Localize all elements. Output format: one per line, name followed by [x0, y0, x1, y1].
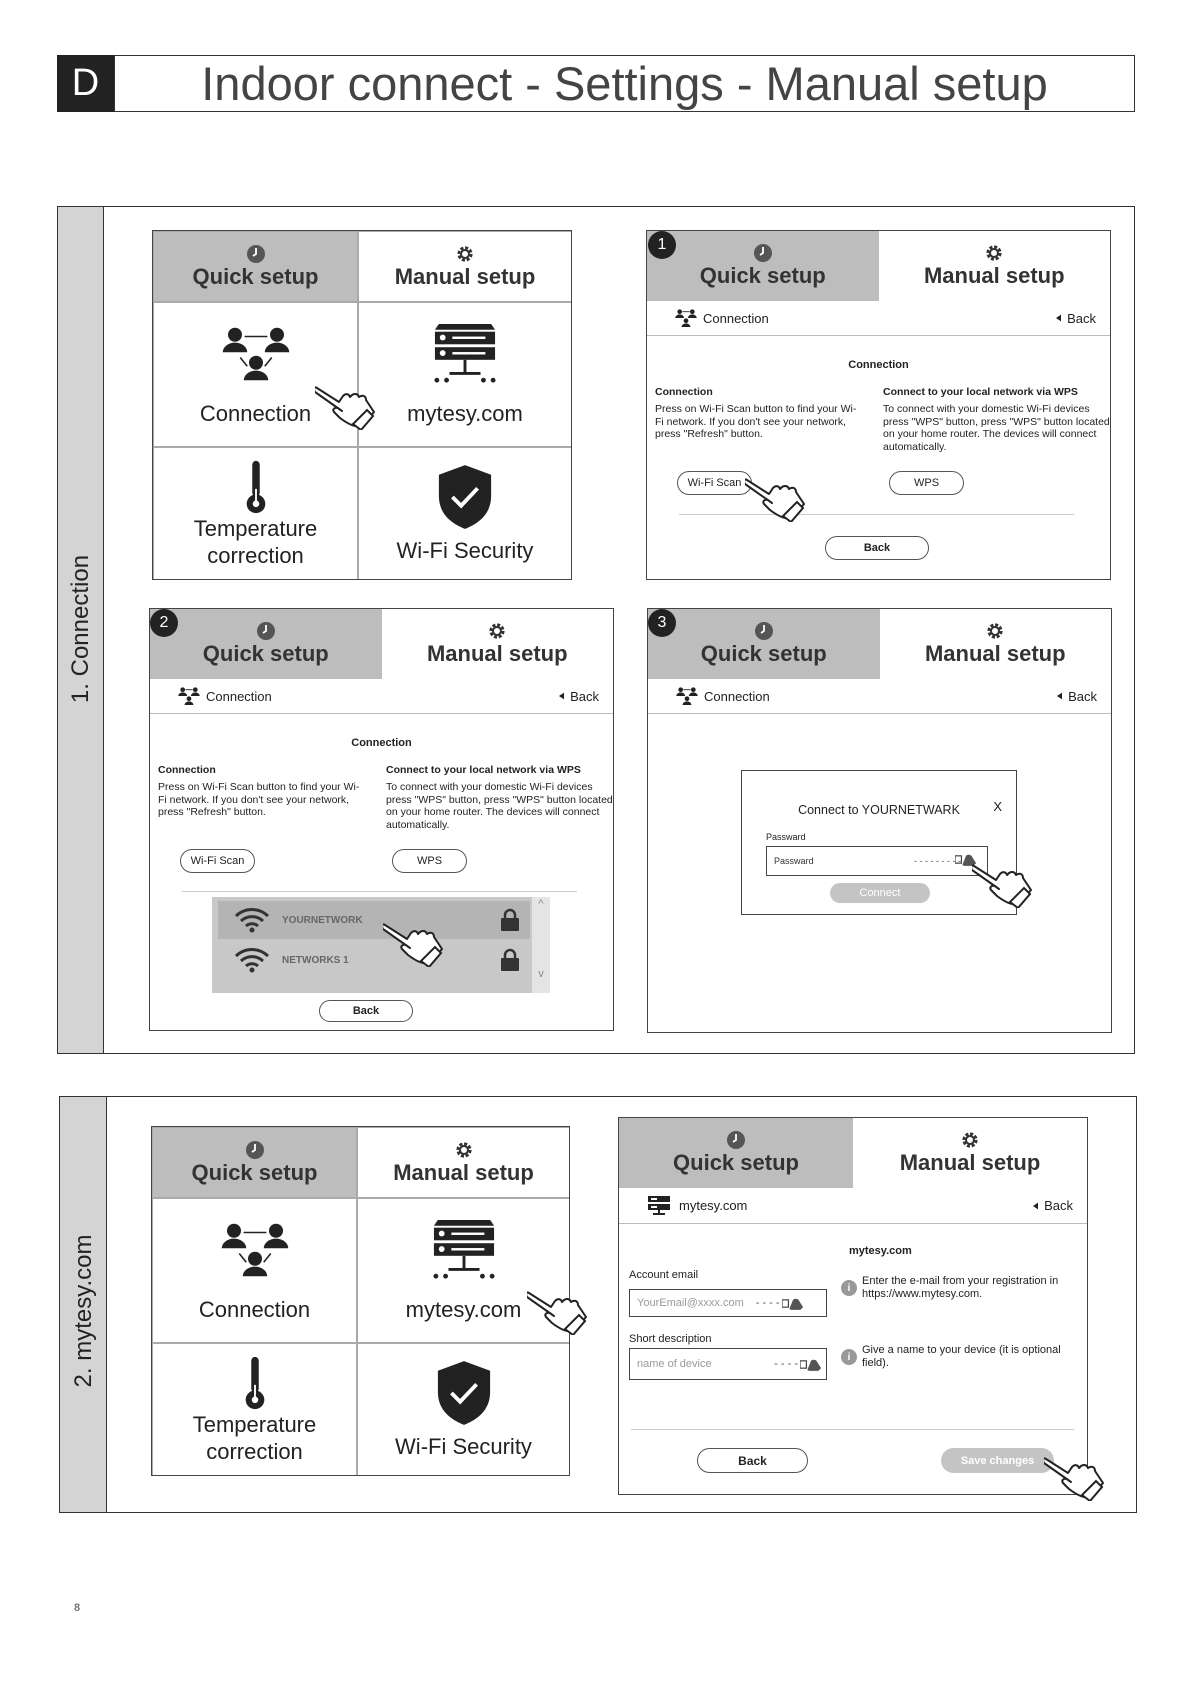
step-number-2: 2: [150, 609, 178, 637]
lock-icon: [500, 948, 520, 972]
right-text: To connect with your domestic Wi-Fi devices press "WPS" button, press "WPS" button located on your home router. The devices will connect automatically.: [386, 781, 613, 831]
pointer-hand-icon: [527, 1285, 587, 1335]
breadcrumb: [648, 679, 1111, 714]
description-info-text: Give a name to your device (it is optional field).: [862, 1344, 1061, 1369]
tile-temperature[interactable]: [153, 447, 358, 580]
email-placeholder: YourEmail@xxxx.com: [637, 1297, 744, 1309]
right-text: To connect with your domestic Wi-Fi devices press "WPS" button, press "WPS" button located on your home router. The devices will connect automatically.: [883, 403, 1110, 453]
network-row[interactable]: [218, 901, 530, 939]
tile-connection[interactable]: [152, 1198, 357, 1343]
tile-temp-line2: correction: [207, 542, 304, 568]
main-menu-grid: [151, 1126, 570, 1476]
dialog-close-button[interactable]: X: [993, 799, 1002, 814]
back-arrow-icon: [1057, 692, 1062, 700]
divider: [679, 514, 1074, 515]
tab-quick-setup[interactable]: [150, 609, 382, 679]
back-link-label: Back: [1068, 688, 1097, 704]
thermometer-icon: [244, 459, 268, 515]
wps-button[interactable]: WPS: [889, 471, 964, 495]
section-title: 2. mytesy.com: [70, 1234, 97, 1388]
wifi-icon: [234, 947, 270, 973]
server-icon: [433, 322, 497, 386]
step-number-1: 1: [648, 231, 676, 259]
crumb-label: Connection: [206, 688, 272, 704]
back-button[interactable]: Back: [697, 1448, 808, 1473]
tile-connection-label: Connection: [198, 1297, 311, 1322]
gear-icon: [487, 621, 507, 641]
description-placeholder: name of device: [637, 1358, 712, 1370]
back-link[interactable]: [1033, 1198, 1073, 1213]
pointer-hand-icon: [1044, 1451, 1104, 1501]
pointer-hand-icon: [745, 472, 805, 522]
gear-icon: [960, 1130, 980, 1150]
right-title: Connect to your local network via WPS: [883, 386, 1078, 398]
tab-manual-label: Manual setup: [924, 641, 1066, 666]
tab-quick-setup[interactable]: [648, 609, 880, 679]
tab-quick-setup[interactable]: [152, 1127, 357, 1198]
tab-quick-label: Quick setup: [699, 263, 826, 288]
breadcrumb: [150, 679, 613, 714]
tile-wifi-security[interactable]: [358, 447, 572, 580]
clock-icon: [753, 243, 773, 263]
panel-heading: Connection: [848, 359, 909, 371]
tab-bar: [648, 609, 1111, 679]
tile-wifisec-label: Wi-Fi Security: [396, 538, 534, 563]
tab-quick-setup[interactable]: [153, 231, 358, 302]
description-input[interactable]: [629, 1348, 827, 1380]
tab-manual-setup[interactable]: [382, 609, 614, 679]
tile-temp-line1: Temperature: [193, 515, 318, 541]
breadcrumb: [647, 301, 1110, 336]
tile-temp-line2: correction: [206, 1438, 303, 1464]
tab-quick-setup[interactable]: [647, 231, 879, 301]
connection-icon: [675, 309, 697, 327]
back-arrow-icon: [1033, 1202, 1038, 1210]
wifi-scan-button[interactable]: Wi-Fi Scan: [677, 471, 752, 495]
tab-manual-label: Manual setup: [393, 1159, 534, 1185]
tab-bar: [150, 609, 613, 679]
divider: [631, 1429, 1074, 1430]
back-link-label: Back: [570, 688, 599, 704]
people-network-icon: [220, 1218, 290, 1282]
gear-icon: [984, 243, 1004, 263]
tab-quick-label: Quick setup: [192, 263, 319, 289]
connection-panel-step1: [646, 230, 1111, 580]
info-icon: i: [841, 1349, 857, 1365]
keyboard-icon: [800, 1357, 822, 1372]
right-title: Connect to your local network via WPS: [386, 764, 581, 776]
page-number: 8: [74, 1602, 81, 1614]
back-arrow-icon: [1056, 314, 1061, 322]
breadcrumb: [619, 1188, 1087, 1224]
tile-connection-label: Connection: [199, 401, 312, 426]
back-link[interactable]: [1056, 311, 1096, 326]
tab-bar: [619, 1118, 1087, 1188]
gear-icon: [455, 244, 475, 264]
crumb-label: Connection: [704, 688, 770, 704]
pointer-hand-icon: [383, 917, 443, 967]
password-placeholder: Passward: [774, 856, 814, 866]
tile-wifisec-label: Wi-Fi Security: [395, 1434, 532, 1459]
tile-wifi-security[interactable]: [357, 1343, 570, 1476]
connection-icon: [676, 687, 698, 705]
back-link[interactable]: [559, 689, 599, 704]
back-arrow-icon: [559, 692, 564, 700]
description-label: Short description: [629, 1333, 712, 1345]
tab-manual-label: Manual setup: [899, 1150, 1041, 1175]
tile-mytesy-label: mytesy.com: [405, 1297, 522, 1322]
left-title: Connection: [655, 386, 713, 398]
mytesy-panel: [618, 1117, 1088, 1495]
keyboard-icon: [782, 1296, 804, 1311]
network-name: NETWORKS 1: [282, 954, 349, 966]
tab-quick-label: Quick setup: [700, 641, 827, 666]
lock-icon: [500, 908, 520, 932]
tab-quick-label: Quick setup: [191, 1159, 318, 1185]
wps-button[interactable]: WPS: [392, 849, 467, 873]
email-input[interactable]: [629, 1289, 827, 1317]
tile-mytesy-label: mytesy.com: [407, 401, 523, 426]
email-info-text: Enter the e-mail from your registration in https://www.mytesy.com.: [862, 1275, 1059, 1300]
crumb-label: mytesy.com: [679, 1198, 748, 1213]
back-link[interactable]: [1057, 689, 1097, 704]
tile-mytesy[interactable]: [358, 302, 572, 447]
connection-icon: [178, 687, 200, 705]
info-icon: i: [841, 1280, 857, 1296]
save-changes-button[interactable]: Save changes: [941, 1448, 1054, 1473]
back-link-label: Back: [1067, 310, 1096, 326]
email-dots: - - - -: [755, 1297, 780, 1309]
left-text: Press on Wi-Fi Scan button to find your Wi-Fi network. If you don't see your network, press "Refresh" button.: [655, 403, 857, 440]
thermometer-icon: [243, 1355, 267, 1411]
back-button[interactable]: Back: [319, 1000, 413, 1022]
tab-manual-label: Manual setup: [394, 263, 536, 289]
tile-temp-line1: Temperature: [192, 1411, 317, 1437]
clock-icon: [245, 1140, 265, 1160]
tab-quick-label: Quick setup: [673, 1150, 799, 1175]
server-icon: [432, 1218, 496, 1282]
network-list: [212, 897, 550, 993]
email-label: Account email: [629, 1269, 699, 1281]
shield-icon: [436, 463, 494, 531]
wifi-scan-button[interactable]: Wi-Fi Scan: [180, 849, 255, 873]
step-number-3: 3: [648, 609, 676, 637]
tab-manual-setup[interactable]: [358, 231, 572, 302]
connection-panel-step3: [647, 608, 1112, 1033]
clock-icon: [726, 1130, 746, 1150]
left-title: Connection: [158, 764, 216, 776]
back-button[interactable]: Back: [825, 536, 929, 560]
left-text: Press on Wi-Fi Scan button to find your Wi-Fi network. If you don't see your network, press "Refresh" button.: [158, 781, 360, 818]
clock-icon: [754, 621, 774, 641]
dialog-title: Connect to YOURNETWARK: [798, 803, 960, 817]
network-row[interactable]: [218, 941, 530, 979]
clock-icon: [256, 621, 276, 641]
panel-heading: mytesy.com: [849, 1245, 912, 1257]
gear-icon: [985, 621, 1005, 641]
clock-icon: [246, 244, 266, 264]
divider: [182, 891, 577, 892]
tab-quick-setup[interactable]: [619, 1118, 853, 1188]
description-dots: - - - -: [774, 1358, 798, 1370]
server-icon: [647, 1194, 671, 1218]
wifi-icon: [234, 907, 270, 933]
tab-manual-setup[interactable]: [357, 1127, 570, 1198]
password-label: Passward: [766, 832, 806, 842]
tab-quick-label: Quick setup: [202, 641, 329, 666]
tab-manual-label: Manual setup: [923, 263, 1065, 288]
tile-temperature[interactable]: [152, 1343, 357, 1476]
shield-icon: [435, 1359, 493, 1427]
tab-manual-setup[interactable]: [879, 231, 1111, 301]
tab-manual-setup[interactable]: [853, 1118, 1087, 1188]
scrollbar[interactable]: ^ v: [532, 897, 550, 993]
gear-icon: [454, 1140, 474, 1160]
people-network-icon: [221, 322, 291, 386]
connect-button[interactable]: Connect: [830, 883, 930, 903]
password-dots: - - - - - - - - -: [914, 856, 961, 866]
panel-heading: Connection: [351, 737, 412, 749]
section-title: 1. Connection: [67, 554, 94, 704]
tab-manual-setup[interactable]: [880, 609, 1112, 679]
network-name: YOURNETWORK: [282, 914, 363, 926]
connection-panel-step2: [149, 608, 614, 1031]
section-letter: D: [57, 55, 114, 112]
crumb-label: Connection: [703, 310, 769, 326]
pointer-hand-icon: [315, 380, 375, 430]
pointer-hand-icon: [972, 858, 1032, 908]
back-link-label: Back: [1044, 1198, 1073, 1213]
tab-manual-label: Manual setup: [426, 641, 568, 666]
page-title: Indoor connect - Settings - Manual setup: [114, 55, 1135, 112]
tab-bar: [647, 231, 1110, 301]
